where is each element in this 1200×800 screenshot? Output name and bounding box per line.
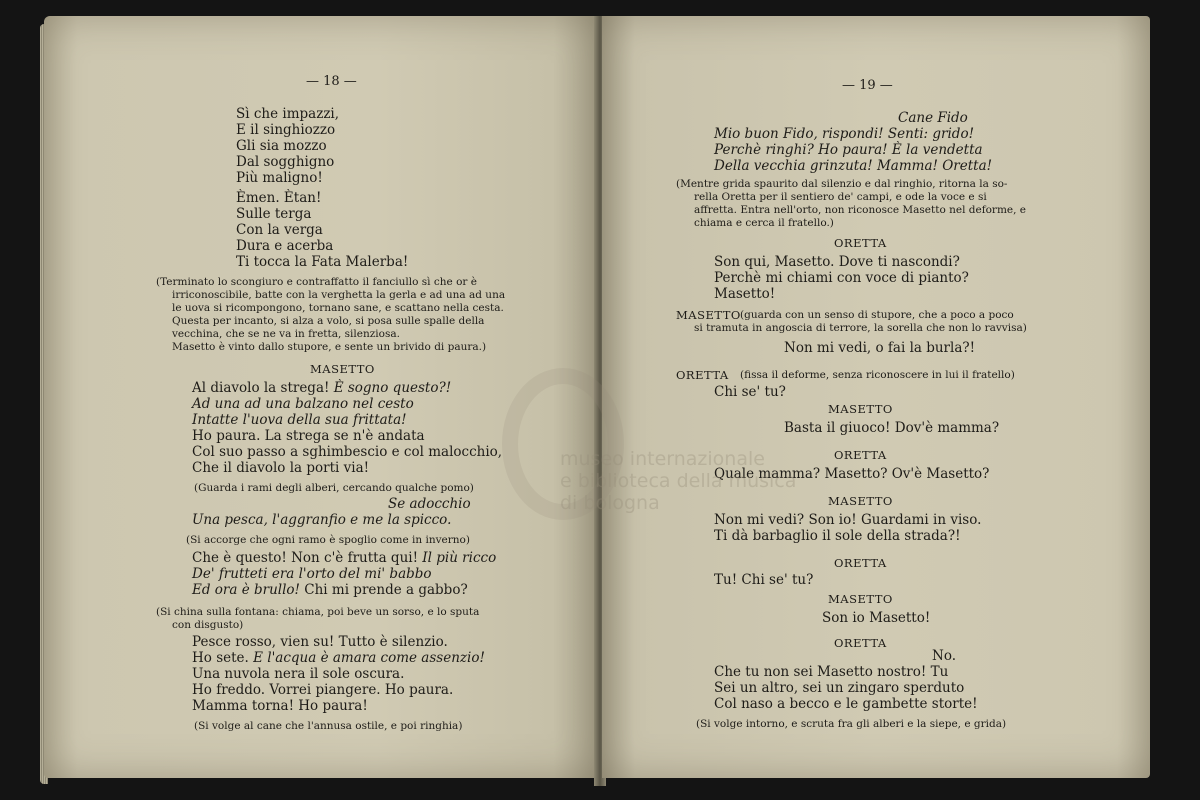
verse-line: Non mi vedi? Son io! Guardami in viso.: [714, 512, 982, 528]
verse-line: Ti dà barbaglio il sole della strada?!: [714, 528, 961, 544]
verse-line: Quale mamma? Masetto? Ov'è Masetto?: [714, 466, 990, 482]
verse-line: Masetto!: [714, 286, 776, 302]
speaker-oretta: ORETTA: [834, 636, 887, 650]
verse-line: Tu! Chi se' tu?: [714, 572, 814, 588]
verse-line: [192, 380, 451, 396]
verse-italic: È sogno questo?!: [333, 380, 452, 396]
verse-line: Una pesca, l'aggranfio e me la spicco.: [192, 512, 452, 528]
stage-direction: le uova si ricompongono, tornano sane, e scattano nella cesta.: [172, 302, 504, 314]
verse-italic: Ed ora è brullo!: [192, 582, 300, 598]
verse-line: Non mi vedi, o fai la burla?!: [784, 340, 976, 356]
page-number-18: — 18 —: [306, 74, 357, 89]
speaker-masetto: MASETTO: [828, 494, 893, 508]
watermark-line: museo internazionale: [560, 448, 765, 470]
stage-direction: (guarda con un senso di stupore, che a poco a poco: [740, 309, 1014, 321]
watermark-line: di bologna: [560, 492, 660, 514]
verse-line: Ho paura. La strega se n'è andata: [192, 428, 425, 444]
verse-line: Son io Masetto!: [822, 610, 931, 626]
stage-direction: con disgusto): [172, 619, 244, 631]
verse-line: Èmen. Ètan!: [236, 190, 322, 206]
verse-line: [192, 650, 485, 666]
speaker-masetto: MASETTO: [828, 402, 893, 416]
verse-text: Ho sete.: [192, 650, 254, 666]
verse-line: Sì che impazzi,: [236, 106, 340, 122]
stage-direction: chiama e cerca il fratello.): [694, 217, 834, 229]
verse-italic: Il più ricco: [422, 550, 497, 566]
verse-line: Se adocchio: [388, 496, 471, 512]
stage-direction: (Guarda i rami degli alberi, cercando qualche pomo): [194, 482, 474, 494]
verse-line: Della vecchia grinzuta! Mamma! Oretta!: [714, 158, 993, 174]
stage-direction: (Si accorge che ogni ramo è spoglio come in inverno): [186, 534, 470, 546]
speaker-masetto: MASETTO: [828, 592, 893, 606]
verse-line: Pesce rosso, vien su! Tutto è silenzio.: [192, 634, 448, 650]
verse-line: Chi se' tu?: [714, 384, 786, 400]
verse-line: Intatte l'uova della sua frittata!: [192, 412, 407, 428]
verse-line: [192, 550, 496, 566]
stage-direction: Masetto è vinto dallo stupore, e sente un brivido di paura.): [172, 341, 487, 353]
stage-direction: (Terminato lo scongiuro e contraffatto il fanciullo sì che or è: [156, 276, 477, 288]
verse-line: Ho freddo. Vorrei piangere. Ho paura.: [192, 682, 454, 698]
stage-direction: si tramuta in angoscia di terrore, la sorella che non lo ravvisa): [694, 322, 1027, 334]
speaker-oretta: ORETTA: [834, 448, 887, 462]
verse-text: Che è questo! Non c'è frutta qui!: [192, 550, 423, 566]
verse-line: De' frutteti era l'orto del mi' babbo: [192, 566, 432, 582]
verse-text: Al diavolo la strega!: [192, 380, 334, 396]
verse-italic: E l'acqua è amara come assenzio!: [253, 650, 485, 666]
verse-line: Sulle terga: [236, 206, 312, 222]
stage-direction: Questa per incanto, si alza a volo, si posa sulle spalle della: [172, 315, 485, 327]
open-booklet: [40, 16, 1158, 786]
stage-direction: (fissa il deforme, senza riconoscere in lui il fratello): [740, 369, 1015, 381]
verse-line: Perchè mi chiami con voce di pianto?: [714, 270, 969, 286]
watermark-text: [560, 448, 796, 514]
verse-line: Basta il giuoco! Dov'è mamma?: [784, 420, 1000, 436]
speaker-masetto: MASETTO: [310, 362, 375, 376]
stage-direction: rella Oretta per il sentiero de' campi, e ode la voce e si: [694, 191, 987, 203]
verse-line: Più maligno!: [236, 170, 323, 186]
verse-line: Che tu non sei Masetto nostro! Tu: [714, 664, 949, 680]
verse-line: Son qui, Masetto. Dove ti nascondi?: [714, 254, 960, 270]
verse-line: Ti tocca la Fata Malerba!: [236, 254, 409, 270]
page-number-19: — 19 —: [842, 78, 893, 93]
right-page: [602, 16, 1150, 778]
verse-line: Gli sia mozzo: [236, 138, 327, 154]
stage-direction: (Mentre grida spaurito dal silenzio e dal ringhio, ritorna la so-: [676, 178, 1008, 190]
verse-line: Dal sogghigno: [236, 154, 335, 170]
verse-line: [192, 582, 468, 598]
verse-line: Ad una ad una balzano nel cesto: [192, 396, 414, 412]
stage-direction: (Si volge intorno, e scruta fra gli alberi e la siepe, e grida): [696, 718, 1007, 730]
verse-line: Una nuvola nera il sole oscura.: [192, 666, 405, 682]
verse-line: E il singhiozzo: [236, 122, 336, 138]
verse-line: Dura e acerba: [236, 238, 334, 254]
verse-line: Mio buon Fido, rispondi! Senti: grido!: [714, 126, 975, 142]
watermark-line: e biblioteca della musica: [560, 470, 797, 492]
verse-line: Che il diavolo la porti via!: [192, 460, 370, 476]
verse-line: Con la verga: [236, 222, 323, 238]
verse-line: Perchè ringhi? Ho paura! È la vendetta: [714, 142, 983, 158]
verse-line: Col naso a becco e le gambette storte!: [714, 696, 978, 712]
speaker-masetto: MASETTO: [676, 308, 741, 322]
verse-line: Sei un altro, sei un zingaro sperduto: [714, 680, 965, 696]
verse-line: Col suo passo a sghimbescio e col malocchio,: [192, 444, 503, 460]
speaker-oretta: ORETTA: [834, 556, 887, 570]
stage-direction: irriconoscibile, batte con la verghetta la gerla e ad una ad una: [172, 289, 506, 301]
verse-line: Cane Fido: [898, 110, 968, 126]
verse-line: Mamma torna! Ho paura!: [192, 698, 368, 714]
stage-direction: (Si volge al cane che l'annusa ostile, e poi ringhia): [194, 720, 463, 732]
speaker-oretta: ORETTA: [676, 368, 729, 382]
verse-line: No.: [932, 648, 956, 664]
verse-text: Chi mi prende a gabbo?: [299, 582, 468, 598]
stage-direction: vecchina, che se ne va in fretta, silenziosa.: [172, 328, 400, 340]
speaker-oretta: ORETTA: [834, 236, 887, 250]
stage-direction: affretta. Entra nell'orto, non riconosce Masetto nel deforme, e: [694, 204, 1027, 216]
stage-direction: (Si china sulla fontana: chiama, poi beve un sorso, e lo sputa: [156, 606, 480, 618]
